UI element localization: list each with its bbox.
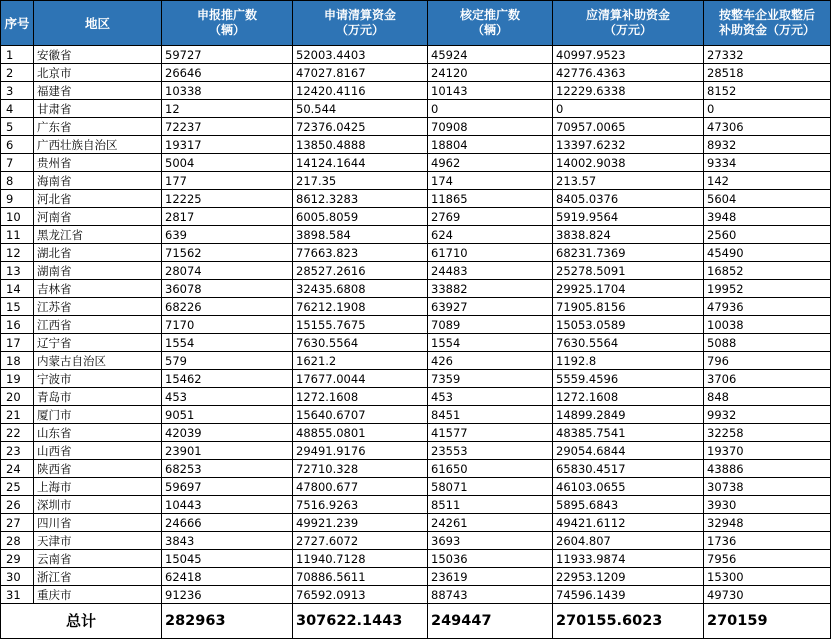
cell-subsidy: 40997.9523 [553, 46, 704, 64]
cell-approved: 24483 [428, 262, 553, 280]
cell-applied: 8612.3283 [293, 190, 428, 208]
cell-applied: 1621.2 [293, 352, 428, 370]
cell-index: 16 [1, 316, 34, 334]
cell-approved: 33882 [428, 280, 553, 298]
cell-applied: 52003.4403 [293, 46, 428, 64]
table-row [1, 154, 831, 172]
cell-approved: 88743 [428, 586, 553, 604]
header-applied-line2: （万元） [335, 23, 384, 37]
cell-index: 8 [1, 172, 34, 190]
cell-adjusted: 796 [704, 352, 831, 370]
table-row [1, 46, 831, 64]
cell-index: 17 [1, 334, 34, 352]
cell-subsidy: 25278.5091 [553, 262, 704, 280]
cell-adjusted: 3706 [704, 370, 831, 388]
table-row [1, 136, 831, 154]
cell-subsidy: 0 [553, 100, 704, 118]
table-row [1, 208, 831, 226]
cell-adjusted: 32948 [704, 514, 831, 532]
cell-region: 上海市 [34, 478, 162, 496]
cell-adjusted: 0 [704, 100, 831, 118]
cell-applied: 28527.2616 [293, 262, 428, 280]
header-adjusted-line1: 按整车企业取整后 [718, 8, 815, 22]
cell-adjusted: 8152 [704, 82, 831, 100]
cell-applied: 15640.6707 [293, 406, 428, 424]
cell-declared: 68253 [162, 460, 293, 478]
cell-region: 湖北省 [34, 244, 162, 262]
cell-subsidy: 3838.824 [553, 226, 704, 244]
cell-index: 6 [1, 136, 34, 154]
cell-adjusted: 142 [704, 172, 831, 190]
cell-declared: 15462 [162, 370, 293, 388]
cell-subsidy: 1272.1608 [553, 388, 704, 406]
cell-region: 贵州省 [34, 154, 162, 172]
cell-subsidy: 29925.1704 [553, 280, 704, 298]
cell-index: 14 [1, 280, 34, 298]
table-row [1, 172, 831, 190]
header-approved-line2: （辆） [471, 23, 508, 37]
cell-index: 19 [1, 370, 34, 388]
cell-adjusted: 16852 [704, 262, 831, 280]
header-declared [162, 1, 293, 46]
cell-region: 河北省 [34, 190, 162, 208]
table-row [1, 586, 831, 604]
cell-approved: 61710 [428, 244, 553, 262]
cell-approved: 624 [428, 226, 553, 244]
cell-adjusted: 10038 [704, 316, 831, 334]
totals-adjusted: 270159 [704, 604, 831, 639]
cell-applied: 77663.823 [293, 244, 428, 262]
cell-applied: 70886.5611 [293, 568, 428, 586]
table-row [1, 352, 831, 370]
cell-index: 28 [1, 532, 34, 550]
cell-subsidy: 5895.6843 [553, 496, 704, 514]
cell-subsidy: 11933.9874 [553, 550, 704, 568]
cell-index: 15 [1, 298, 34, 316]
totals-label: 总计 [1, 604, 162, 639]
cell-adjusted: 19952 [704, 280, 831, 298]
cell-approved: 41577 [428, 424, 553, 442]
cell-index: 2 [1, 64, 34, 82]
table-row [1, 298, 831, 316]
cell-subsidy: 22953.1209 [553, 568, 704, 586]
cell-subsidy: 46103.0655 [553, 478, 704, 496]
cell-index: 13 [1, 262, 34, 280]
cell-region: 四川省 [34, 514, 162, 532]
cell-adjusted: 8932 [704, 136, 831, 154]
cell-adjusted: 848 [704, 388, 831, 406]
table-row [1, 568, 831, 586]
cell-adjusted: 32258 [704, 424, 831, 442]
cell-applied: 11940.7128 [293, 550, 428, 568]
cell-index: 3 [1, 82, 34, 100]
cell-region: 江西省 [34, 316, 162, 334]
cell-applied: 2727.6072 [293, 532, 428, 550]
cell-applied: 7630.5564 [293, 334, 428, 352]
header-subsidy-line2: （万元） [603, 23, 652, 37]
cell-adjusted: 5604 [704, 190, 831, 208]
cell-declared: 36078 [162, 280, 293, 298]
cell-adjusted: 9334 [704, 154, 831, 172]
cell-declared: 23901 [162, 442, 293, 460]
cell-approved: 1554 [428, 334, 553, 352]
cell-region: 甘肃省 [34, 100, 162, 118]
table-row [1, 262, 831, 280]
cell-region: 江苏省 [34, 298, 162, 316]
cell-declared: 59727 [162, 46, 293, 64]
cell-region: 重庆市 [34, 586, 162, 604]
cell-declared: 12 [162, 100, 293, 118]
cell-index: 20 [1, 388, 34, 406]
cell-approved: 24261 [428, 514, 553, 532]
table-row [1, 64, 831, 82]
table-row [1, 280, 831, 298]
cell-adjusted: 3930 [704, 496, 831, 514]
cell-subsidy: 70957.0065 [553, 118, 704, 136]
cell-adjusted: 49730 [704, 586, 831, 604]
cell-region: 辽宁省 [34, 334, 162, 352]
cell-applied: 49921.239 [293, 514, 428, 532]
cell-approved: 45924 [428, 46, 553, 64]
cell-index: 26 [1, 496, 34, 514]
cell-index: 7 [1, 154, 34, 172]
cell-approved: 426 [428, 352, 553, 370]
header-applied [293, 1, 428, 46]
cell-declared: 62418 [162, 568, 293, 586]
cell-declared: 5004 [162, 154, 293, 172]
cell-index: 27 [1, 514, 34, 532]
table-row [1, 118, 831, 136]
cell-subsidy: 5919.9564 [553, 208, 704, 226]
cell-index: 30 [1, 568, 34, 586]
table-row [1, 514, 831, 532]
cell-adjusted: 30738 [704, 478, 831, 496]
cell-applied: 32435.6808 [293, 280, 428, 298]
totals-subsidy: 270155.6023 [553, 604, 704, 639]
header-region: 地区 [34, 1, 162, 46]
cell-declared: 28074 [162, 262, 293, 280]
cell-adjusted: 27332 [704, 46, 831, 64]
cell-approved: 0 [428, 100, 553, 118]
cell-declared: 42039 [162, 424, 293, 442]
cell-declared: 1554 [162, 334, 293, 352]
cell-region: 厦门市 [34, 406, 162, 424]
cell-approved: 24120 [428, 64, 553, 82]
cell-region: 青岛市 [34, 388, 162, 406]
cell-approved: 2769 [428, 208, 553, 226]
cell-subsidy: 65830.4517 [553, 460, 704, 478]
table-row [1, 550, 831, 568]
cell-region: 福建省 [34, 82, 162, 100]
cell-applied: 6005.8059 [293, 208, 428, 226]
cell-index: 24 [1, 460, 34, 478]
cell-subsidy: 7630.5564 [553, 334, 704, 352]
cell-declared: 3843 [162, 532, 293, 550]
cell-declared: 2817 [162, 208, 293, 226]
cell-region: 天津市 [34, 532, 162, 550]
header-declared-line2: （辆） [208, 23, 245, 37]
cell-subsidy: 68231.7369 [553, 244, 704, 262]
cell-declared: 26646 [162, 64, 293, 82]
cell-applied: 47800.677 [293, 478, 428, 496]
cell-approved: 61650 [428, 460, 553, 478]
cell-declared: 453 [162, 388, 293, 406]
cell-index: 25 [1, 478, 34, 496]
table-row [1, 334, 831, 352]
cell-subsidy: 12229.6338 [553, 82, 704, 100]
cell-region: 陕西省 [34, 460, 162, 478]
cell-region: 黑龙江省 [34, 226, 162, 244]
cell-region: 河南省 [34, 208, 162, 226]
table-header [1, 1, 831, 46]
totals-applied: 307622.1443 [293, 604, 428, 639]
cell-subsidy: 14002.9038 [553, 154, 704, 172]
cell-index: 12 [1, 244, 34, 262]
cell-subsidy: 2604.807 [553, 532, 704, 550]
cell-applied: 13850.4888 [293, 136, 428, 154]
cell-adjusted: 7956 [704, 550, 831, 568]
cell-index: 22 [1, 424, 34, 442]
cell-region: 山西省 [34, 442, 162, 460]
cell-region: 湖南省 [34, 262, 162, 280]
cell-subsidy: 213.57 [553, 172, 704, 190]
cell-approved: 10143 [428, 82, 553, 100]
cell-applied: 17677.0044 [293, 370, 428, 388]
table-row [1, 82, 831, 100]
cell-applied: 76212.1908 [293, 298, 428, 316]
cell-region: 北京市 [34, 64, 162, 82]
cell-region: 宁波市 [34, 370, 162, 388]
cell-declared: 71562 [162, 244, 293, 262]
cell-subsidy: 13397.6232 [553, 136, 704, 154]
header-index: 序号 [1, 1, 34, 46]
cell-declared: 15045 [162, 550, 293, 568]
header-subsidy [553, 1, 704, 46]
cell-index: 1 [1, 46, 34, 64]
header-subsidy-line1: 应清算补助资金 [585, 8, 670, 22]
table-row [1, 226, 831, 244]
cell-applied: 76592.0913 [293, 586, 428, 604]
cell-index: 10 [1, 208, 34, 226]
cell-approved: 4962 [428, 154, 553, 172]
table-row [1, 478, 831, 496]
cell-applied: 48855.0801 [293, 424, 428, 442]
header-approved-line1: 核定推广数 [459, 8, 520, 22]
cell-approved: 11865 [428, 190, 553, 208]
cell-approved: 70908 [428, 118, 553, 136]
totals-row [1, 604, 831, 639]
cell-approved: 18804 [428, 136, 553, 154]
table-row [1, 406, 831, 424]
table-row [1, 460, 831, 478]
cell-index: 4 [1, 100, 34, 118]
header-applied-line1: 申请清算资金 [323, 8, 396, 22]
cell-region: 海南省 [34, 172, 162, 190]
header-approved [428, 1, 553, 46]
cell-subsidy: 15053.0589 [553, 316, 704, 334]
table-row [1, 316, 831, 334]
cell-approved: 23553 [428, 442, 553, 460]
cell-approved: 453 [428, 388, 553, 406]
cell-applied: 217.35 [293, 172, 428, 190]
cell-approved: 15036 [428, 550, 553, 568]
cell-region: 云南省 [34, 550, 162, 568]
cell-applied: 7516.9263 [293, 496, 428, 514]
cell-declared: 91236 [162, 586, 293, 604]
cell-declared: 24666 [162, 514, 293, 532]
cell-adjusted: 43886 [704, 460, 831, 478]
cell-adjusted: 19370 [704, 442, 831, 460]
cell-subsidy: 8405.0376 [553, 190, 704, 208]
cell-applied: 72710.328 [293, 460, 428, 478]
totals-approved: 249447 [428, 604, 553, 639]
cell-declared: 9051 [162, 406, 293, 424]
cell-approved: 7359 [428, 370, 553, 388]
cell-approved: 7089 [428, 316, 553, 334]
cell-index: 21 [1, 406, 34, 424]
cell-declared: 19317 [162, 136, 293, 154]
cell-adjusted: 5088 [704, 334, 831, 352]
cell-region: 深圳市 [34, 496, 162, 514]
cell-adjusted: 47306 [704, 118, 831, 136]
table-row [1, 424, 831, 442]
cell-region: 内蒙古自治区 [34, 352, 162, 370]
cell-applied: 47027.8167 [293, 64, 428, 82]
cell-index: 23 [1, 442, 34, 460]
header-adjusted-line2: 补助资金（万元） [718, 23, 815, 37]
cell-approved: 3693 [428, 532, 553, 550]
header-adjusted [704, 1, 831, 46]
cell-index: 5 [1, 118, 34, 136]
cell-subsidy: 71905.8156 [553, 298, 704, 316]
table-row [1, 190, 831, 208]
cell-applied: 12420.4116 [293, 82, 428, 100]
cell-adjusted: 3948 [704, 208, 831, 226]
table-row [1, 532, 831, 550]
cell-approved: 8451 [428, 406, 553, 424]
cell-declared: 7170 [162, 316, 293, 334]
table-row [1, 100, 831, 118]
cell-adjusted: 1736 [704, 532, 831, 550]
cell-declared: 579 [162, 352, 293, 370]
table-row [1, 496, 831, 514]
cell-subsidy: 5559.4596 [553, 370, 704, 388]
cell-index: 18 [1, 352, 34, 370]
cell-region: 山东省 [34, 424, 162, 442]
cell-adjusted: 2560 [704, 226, 831, 244]
cell-applied: 14124.1644 [293, 154, 428, 172]
cell-subsidy: 42776.4363 [553, 64, 704, 82]
cell-declared: 639 [162, 226, 293, 244]
cell-approved: 8511 [428, 496, 553, 514]
cell-subsidy: 48385.7541 [553, 424, 704, 442]
cell-region: 广东省 [34, 118, 162, 136]
cell-declared: 10338 [162, 82, 293, 100]
cell-declared: 12225 [162, 190, 293, 208]
table-footer [1, 604, 831, 639]
cell-applied: 3898.584 [293, 226, 428, 244]
cell-declared: 177 [162, 172, 293, 190]
cell-approved: 174 [428, 172, 553, 190]
cell-applied: 15155.7675 [293, 316, 428, 334]
cell-index: 11 [1, 226, 34, 244]
cell-index: 29 [1, 550, 34, 568]
cell-declared: 59697 [162, 478, 293, 496]
table-row [1, 244, 831, 262]
cell-approved: 58071 [428, 478, 553, 496]
cell-index: 31 [1, 586, 34, 604]
cell-region: 广西壮族自治区 [34, 136, 162, 154]
table-row [1, 442, 831, 460]
cell-adjusted: 15300 [704, 568, 831, 586]
cell-subsidy: 29054.6844 [553, 442, 704, 460]
cell-adjusted: 45490 [704, 244, 831, 262]
table-row [1, 388, 831, 406]
cell-declared: 72237 [162, 118, 293, 136]
cell-region: 浙江省 [34, 568, 162, 586]
header-declared-line1: 申报推广数 [196, 8, 257, 22]
cell-approved: 23619 [428, 568, 553, 586]
cell-subsidy: 74596.1439 [553, 586, 704, 604]
table-body [1, 46, 831, 604]
cell-declared: 10443 [162, 496, 293, 514]
cell-region: 吉林省 [34, 280, 162, 298]
cell-adjusted: 9932 [704, 406, 831, 424]
totals-declared: 282963 [162, 604, 293, 639]
cell-applied: 29491.9176 [293, 442, 428, 460]
table-row [1, 370, 831, 388]
cell-index: 9 [1, 190, 34, 208]
cell-adjusted: 47936 [704, 298, 831, 316]
cell-adjusted: 28518 [704, 64, 831, 82]
cell-subsidy: 49421.6112 [553, 514, 704, 532]
header-row [1, 1, 831, 46]
cell-region: 安徽省 [34, 46, 162, 64]
cell-subsidy: 14899.2849 [553, 406, 704, 424]
cell-subsidy: 1192.8 [553, 352, 704, 370]
cell-applied: 1272.1608 [293, 388, 428, 406]
cell-approved: 63927 [428, 298, 553, 316]
cell-declared: 68226 [162, 298, 293, 316]
cell-applied: 72376.0425 [293, 118, 428, 136]
cell-applied: 50.544 [293, 100, 428, 118]
